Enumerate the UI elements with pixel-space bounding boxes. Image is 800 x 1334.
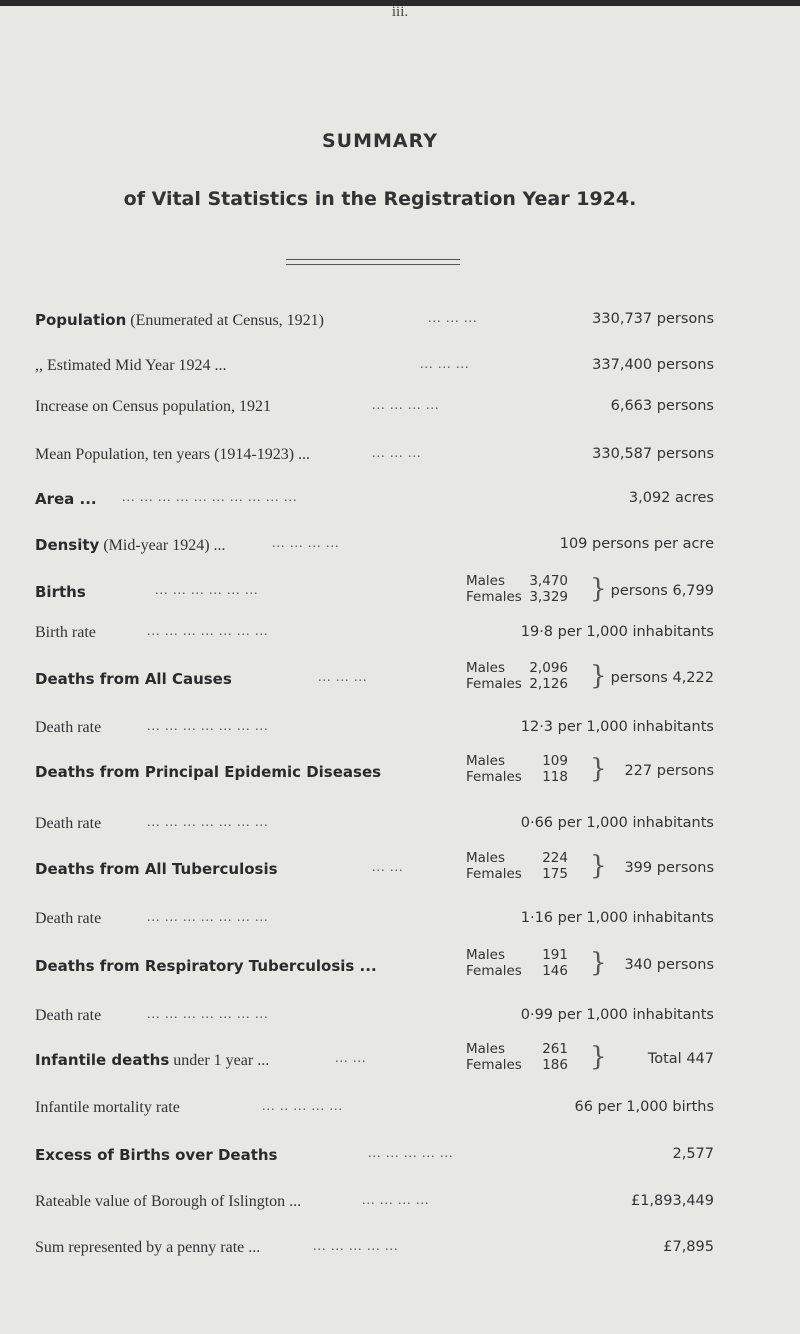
leader-dots: ... ... ... ... ... ... ... xyxy=(147,815,269,830)
row-label-text: (Mid-year 1924) ... xyxy=(99,537,226,554)
females-label: Females xyxy=(466,1057,522,1073)
males-label: Males xyxy=(466,573,506,589)
row-value: 0·66 per 1,000 inhabitants xyxy=(520,815,714,831)
leader-dots: ... ... xyxy=(335,1051,367,1066)
males-line xyxy=(466,947,568,963)
row-label xyxy=(35,957,377,976)
double-rule-divider xyxy=(286,259,460,265)
row-label-text: Birth rate xyxy=(35,624,96,641)
leader-dots: ... ... ... ... ... ... ... xyxy=(147,719,269,734)
row-value: 3,092 acres xyxy=(628,490,714,506)
row-label xyxy=(35,910,101,928)
row-label xyxy=(35,536,226,555)
row-label-text: ,, Estimated Mid Year 1924 ... xyxy=(35,357,227,374)
row-label xyxy=(35,624,96,642)
row-label xyxy=(35,311,324,330)
brace-icon: } xyxy=(590,661,607,691)
row-label xyxy=(35,398,271,416)
females-label: Females xyxy=(466,963,522,979)
row-label xyxy=(35,1146,278,1165)
females-label: Females xyxy=(466,769,522,785)
males-label: Males xyxy=(466,660,506,676)
row-label-text: Increase on Census population, 1921 xyxy=(35,398,271,415)
leader-dots: ... ... ... ... ... ... ... xyxy=(147,624,269,639)
row-label-text: Sum represented by a penny rate ... xyxy=(35,1239,261,1256)
page-title: SUMMARY xyxy=(322,130,438,152)
row-label-text: (Enumerated at Census, 1921) xyxy=(126,312,325,329)
row-label xyxy=(35,583,86,602)
females-line xyxy=(466,963,568,979)
females-label: Females xyxy=(466,589,522,605)
row-total: Total 447 xyxy=(647,1051,714,1067)
males-line xyxy=(466,573,568,589)
row-value: 0·99 per 1,000 inhabitants xyxy=(520,1007,714,1023)
brace-icon: } xyxy=(590,1042,607,1072)
row-total: 399 persons xyxy=(624,860,714,876)
females-value: 118 xyxy=(542,769,568,785)
females-value: 2,126 xyxy=(529,676,568,692)
row-label xyxy=(35,1193,301,1211)
row-label-bold: Deaths from Respiratory Tuberculosis ... xyxy=(35,957,377,975)
leader-dots: ... ... ... xyxy=(420,357,470,372)
row-total: 340 persons xyxy=(624,957,714,973)
row-total: persons 6,799 xyxy=(610,583,714,599)
males-line xyxy=(466,1041,568,1057)
females-label: Females xyxy=(466,676,522,692)
row-label-bold: Deaths from All Tuberculosis xyxy=(35,860,278,878)
leader-dots: ... ... ... ... ... ... ... ... ... ... xyxy=(122,490,298,505)
leader-dots: ... ... ... xyxy=(428,311,478,326)
leader-dots: ... ... xyxy=(372,860,404,875)
leader-dots: ... ... ... ... ... xyxy=(368,1146,454,1161)
leader-dots: ... ... ... ... xyxy=(362,1193,430,1208)
row-label-text: Infantile mortality rate xyxy=(35,1099,180,1116)
males-value: 3,470 xyxy=(529,573,568,589)
sex-breakdown xyxy=(466,660,568,692)
brace-icon: } xyxy=(590,851,607,881)
row-value: 2,577 xyxy=(672,1146,714,1162)
brace-icon: } xyxy=(590,948,607,978)
females-line xyxy=(466,769,568,785)
row-label xyxy=(35,763,381,782)
females-value: 146 xyxy=(542,963,568,979)
row-label-bold: Population xyxy=(35,311,127,329)
females-value: 3,329 xyxy=(529,589,568,605)
leader-dots: ... ... ... ... xyxy=(272,536,340,551)
leader-dots: ... ... ... ... ... ... ... xyxy=(147,1007,269,1022)
males-value: 109 xyxy=(542,753,568,769)
row-label-text: Mean Population, ten years (1914-1923) ... xyxy=(35,446,311,463)
row-label xyxy=(35,446,310,464)
row-value: £1,893,449 xyxy=(630,1193,714,1209)
females-line xyxy=(466,1057,568,1073)
row-value: 337,400 persons xyxy=(592,357,714,373)
row-label-bold: Area ... xyxy=(35,490,97,508)
row-label-bold: Excess of Births over Deaths xyxy=(35,1146,278,1164)
row-label-text: Death rate xyxy=(35,910,102,927)
males-value: 191 xyxy=(542,947,568,963)
row-total: 227 persons xyxy=(624,763,714,779)
leader-dots: ... ... ... xyxy=(318,670,368,685)
females-label: Females xyxy=(466,866,522,882)
males-line xyxy=(466,753,568,769)
leader-dots: ... ... ... ... xyxy=(372,398,440,413)
row-value: 330,587 persons xyxy=(592,446,714,462)
males-label: Males xyxy=(466,850,506,866)
males-label: Males xyxy=(466,1041,506,1057)
row-label-bold: Density xyxy=(35,536,100,554)
row-label xyxy=(35,719,101,737)
row-label-bold: Deaths from Principal Epidemic Diseases xyxy=(35,763,382,781)
row-value: 6,663 persons xyxy=(610,398,714,414)
males-value: 2,096 xyxy=(529,660,568,676)
row-label xyxy=(35,1099,180,1117)
row-label-bold: Infantile deaths xyxy=(35,1051,170,1069)
row-label xyxy=(35,1239,260,1257)
row-total: persons 4,222 xyxy=(610,670,714,686)
row-label xyxy=(35,1007,101,1025)
page-subtitle: of Vital Statistics in the Registration Year 1924. xyxy=(123,188,637,210)
males-line xyxy=(466,660,568,676)
page-number: iii. xyxy=(391,4,409,20)
row-label xyxy=(35,490,97,509)
females-line xyxy=(466,866,568,882)
brace-icon: } xyxy=(590,754,607,784)
row-label-bold: Births xyxy=(35,583,86,601)
row-label-text: Death rate xyxy=(35,815,102,832)
row-value: £7,895 xyxy=(663,1239,714,1255)
row-label xyxy=(35,357,227,375)
row-value: 109 persons per acre xyxy=(559,536,714,552)
leader-dots: ... ... ... xyxy=(372,446,422,461)
sex-breakdown xyxy=(466,753,568,785)
row-value: 66 per 1,000 births xyxy=(574,1099,714,1115)
females-line xyxy=(466,676,568,692)
males-value: 224 xyxy=(542,850,568,866)
row-value: 1·16 per 1,000 inhabitants xyxy=(520,910,714,926)
sex-breakdown xyxy=(466,947,568,979)
row-label xyxy=(35,860,278,879)
row-value: 19·8 per 1,000 inhabitants xyxy=(520,624,714,640)
leader-dots: ... ... ... ... ... ... ... xyxy=(147,910,269,925)
females-line xyxy=(466,589,568,605)
females-value: 175 xyxy=(542,866,568,882)
brace-icon: } xyxy=(590,574,607,604)
sex-breakdown xyxy=(466,1041,568,1073)
row-label xyxy=(35,670,232,689)
leader-dots: ... .. ... ... ... xyxy=(262,1099,343,1114)
males-label: Males xyxy=(466,947,506,963)
males-line xyxy=(466,850,568,866)
sex-breakdown xyxy=(466,850,568,882)
row-label xyxy=(35,1051,269,1070)
males-value: 261 xyxy=(542,1041,568,1057)
row-label-bold: Deaths from All Causes xyxy=(35,670,232,688)
row-value: 12·3 per 1,000 inhabitants xyxy=(520,719,714,735)
sex-breakdown xyxy=(466,573,568,605)
row-value: 330,737 persons xyxy=(592,311,714,327)
row-label-text: Death rate xyxy=(35,719,102,736)
males-label: Males xyxy=(466,753,506,769)
row-label xyxy=(35,815,101,833)
females-value: 186 xyxy=(542,1057,568,1073)
leader-dots: ... ... ... ... ... ... xyxy=(155,583,259,598)
row-label-text: Death rate xyxy=(35,1007,102,1024)
leader-dots: ... ... ... ... ... xyxy=(313,1239,399,1254)
row-label-text: Rateable value of Borough of Islington ... xyxy=(35,1193,302,1210)
row-label-text: under 1 year ... xyxy=(169,1052,270,1069)
